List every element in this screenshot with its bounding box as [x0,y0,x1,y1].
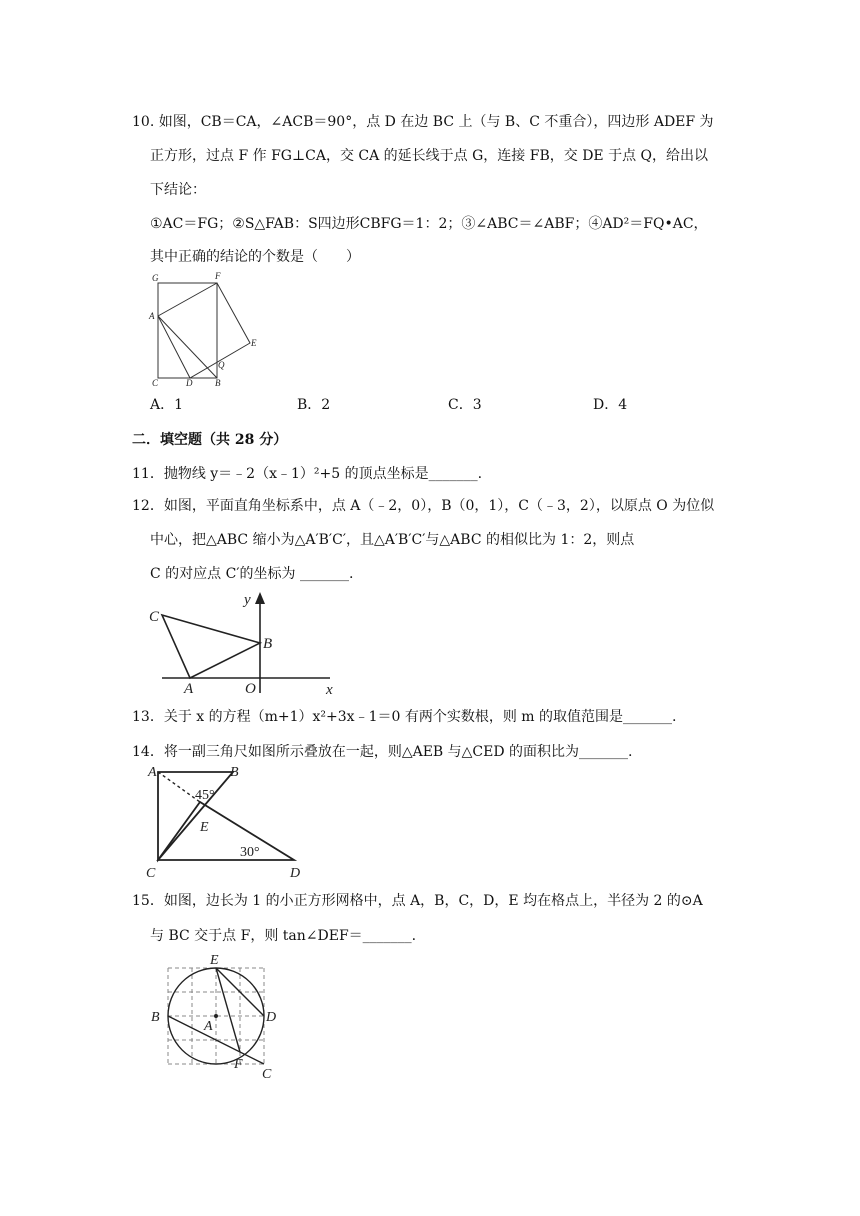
q10-label-d: D [186,378,193,388]
q14-text: 14．将一副三角尺如图所示叠放在一起，则△AEB 与△CED 的面积比为_______. [132,744,633,760]
q12-label-a: A [184,681,194,697]
q14-label-b: B [230,765,239,780]
q10-option-b[interactable]: B．2 [297,397,331,413]
q15-line-1: 15．如图，边长为 1 的小正方形网格中，点 A，B，C，D，E 均在格点上，半径为 2 的⊙A [132,893,703,909]
q14-label-a: A [148,765,157,780]
q10-line-ab [158,316,217,378]
q10-label-f: F [215,271,221,281]
q14-label-c: C [146,866,156,881]
q12-triangle-abc [162,615,260,678]
section-2-title: 二．填空题（共 28 分） [132,432,288,448]
q14-figure [140,762,310,882]
q10-label-a: A [149,311,155,321]
q14-label-d: D [290,866,301,881]
q15-label-f: F [234,1057,243,1072]
q15-label-c: C [262,1067,272,1082]
q15-figure [148,950,288,1085]
q10-line-5: 其中正确的结论的个数是（ ） [150,249,360,265]
q14-label-e: E [200,820,209,835]
q12-figure [140,588,350,698]
q15-center-dot [214,1014,218,1018]
q12-line-2: 中心，把△ABC 缩小为△A′B′C′，且△A′B′C′与△ABC 的相似比为 1：2，则点 [150,532,635,548]
q10-option-a[interactable]: A．1 [150,397,184,413]
q14-label-45: 45° [195,788,215,803]
q12-label-y: y [244,592,251,608]
q14-triangle-30 [158,802,294,860]
q10-option-c[interactable]: C．3 [448,397,482,413]
q12-y-arrow [255,592,265,604]
q15-line-2: 与 BC 交于点 F，则 tan∠DEF＝_______. [150,928,417,944]
q10-line-1 [132,113,714,131]
q13-text: 13．关于 x 的方程（m+1）x²+3x﹣1＝0 有两个实数根，则 m 的取值范围是_______. [132,709,677,725]
q10-label-e: E [251,338,257,348]
q12-label-c: C [149,609,160,625]
q10-label-q: Q [218,360,225,370]
q14-dashed-ae [158,772,200,802]
q12-line-3: C 的对应点 C′的坐标为 _______. [150,566,354,582]
q12-label-x: x [326,682,333,698]
q12-label-o: O [245,681,256,697]
q14-label-30: 30° [240,845,260,860]
q10-figure [143,268,268,390]
q11-text: 11．抛物线 y＝﹣2（x﹣1）²+5 的顶点坐标是_______. [132,466,483,482]
q15-label-d: D [266,1010,277,1025]
q10-label-c: C [152,378,159,388]
q15-label-a: A [204,1019,213,1034]
q15-label-b: B [151,1010,160,1025]
q15-label-e: E [210,953,219,968]
q10-label-b: B [215,378,221,388]
q10-text-1: 如图，CB＝CA，∠ACB＝90°，点 D 在边 BC 上（与 B、C 不重合），四边形 ADEF 为 [158,114,714,130]
q10-label-g: G [152,273,159,283]
q10-line-2: 正方形，过点 F 作 FG⊥CA，交 CA 的延长线于点 G，连接 FB，交 DE 于点 Q，给出以 [150,148,709,164]
q12-line-1: 12．如图，平面直角坐标系中，点 A（﹣2，0），B（0，1），C（﹣3，2），以原点 O 为位似 [132,498,715,514]
q10-line-3: 下结论： [150,182,206,198]
q10-option-d[interactable]: D．4 [593,397,628,413]
q10-rect-cbfg [158,283,217,378]
q10-line-4: ①AC＝FG；②S△FAB：S四边形CBFG＝1：2；③∠ABC＝∠ABF；④AD²＝FQ•AC， [150,216,708,232]
q10-number: 10. [132,114,155,130]
q12-label-b: B [263,636,273,652]
